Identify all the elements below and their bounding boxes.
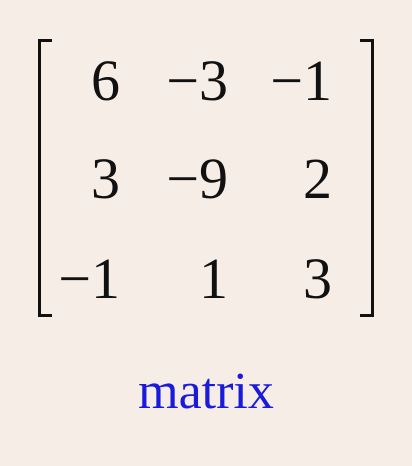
- matrix-cell-r3-c2: 1: [199, 246, 228, 311]
- matrix-cell-r3-c3: 3: [303, 246, 332, 311]
- matrix-cell-r2-c3: 2: [303, 146, 332, 211]
- matrix-cell-r2-c2: −9: [166, 146, 228, 211]
- matrix-cell-r2-c1: 3: [91, 146, 120, 211]
- caption-label: matrix: [138, 363, 274, 420]
- matrix-cell-r1-c2: −3: [166, 48, 228, 113]
- matrix-cell-r1-c1: 6: [91, 48, 120, 113]
- matrix-cell-r3-c1: −1: [58, 246, 120, 311]
- matrix-cell-r1-c3: −1: [270, 48, 332, 113]
- right-bracket: [360, 39, 374, 317]
